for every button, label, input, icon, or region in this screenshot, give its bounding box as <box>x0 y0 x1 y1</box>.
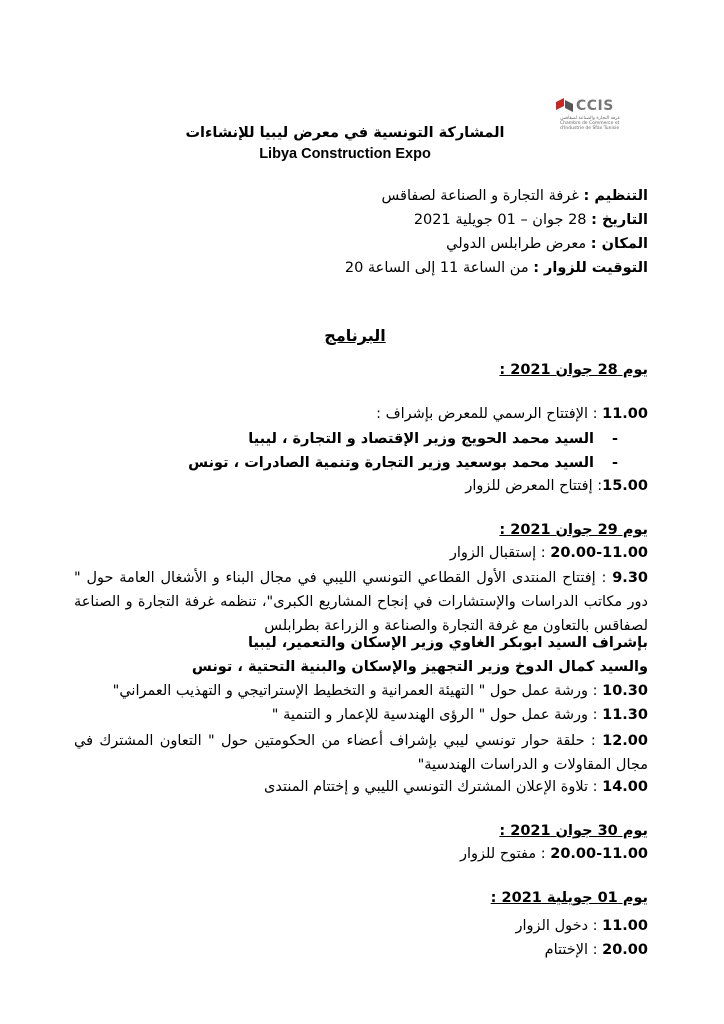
day-heading-30-june: يوم 30 جوان 2021 : <box>499 823 648 839</box>
info-date <box>414 212 648 228</box>
schedule-text: : إفتتاح المنتدى الأول القطاعي التونسي الليبي في مجال البناء و الأشغال العامة حول " دور مكاتب الدراسات والإستشارات في إنجاح المشاريع الكبرى"، تنظمه غرفة التجارة و الصناعة لصفاقس بالتعاون مع غرفة التجارة والصناعة و الزراعة بطرابلس <box>74 570 648 634</box>
schedule-item <box>460 846 648 862</box>
info-value: 28 جوان – 01 جويلية 2021 <box>413 212 592 228</box>
info-label: المكان : <box>590 236 648 252</box>
logo-subtitle-fr: Chambre de Commerce et d'Industrie de Sfax Tunisie <box>560 121 620 131</box>
schedule-text: : مفتوح للزوار <box>459 846 551 862</box>
info-location <box>446 236 648 252</box>
schedule-item <box>264 779 648 795</box>
bullet-dash: - <box>612 431 619 447</box>
schedule-text: : تلاوة الإعلان المشترك التونسي الليبي و إختتام المنتدى <box>263 779 603 795</box>
schedule-item <box>545 942 648 958</box>
schedule-time: 12.00 <box>602 733 648 749</box>
schedule-time: 20.00 <box>602 942 648 958</box>
schedule-time: 20.00-11.00 <box>550 846 648 862</box>
info-value: من الساعة 11 إلى الساعة 20 <box>344 260 534 276</box>
schedule-time: 11.00 <box>602 406 648 422</box>
info-value: معرض طرابلس الدولي <box>446 236 591 252</box>
info-hours <box>345 260 648 276</box>
schedule-time: 15.00 <box>602 478 648 494</box>
schedule-text: : حلقة حوار تونسي ليبي بإشراف أعضاء من الحكومتين حول " التعاون المشترك في مجال المقاولات و الدراسات الهندسية" <box>74 733 648 773</box>
day-heading-01-july: يوم 01 جويلية 2021 : <box>490 890 648 906</box>
schedule-item <box>272 707 648 723</box>
logo-brand: CCIS <box>576 98 614 114</box>
info-organizer <box>382 188 648 204</box>
schedule-text: : ورشة عمل حول " الرؤى الهندسية للإعمار و التنمية " <box>271 707 603 723</box>
schedule-item <box>515 918 648 934</box>
logo-subtitle-ar: غرفة التجارة والصناعة لصفاقس <box>560 116 620 121</box>
schedule-text: : دخول الزوار <box>515 918 603 934</box>
schedule-text: : إفتتاح المعرض للزوار <box>465 478 603 494</box>
info-label: التاريخ : <box>591 212 648 228</box>
ccis-logo-mark-icon <box>556 98 574 116</box>
schedule-item <box>74 729 648 777</box>
schedule-time: 14.00 <box>602 779 648 795</box>
patron-bullet: السيد محمد الحويج وزير الإقتصاد و التجارة ، ليبيا <box>248 431 594 447</box>
ccis-logo <box>556 96 628 138</box>
info-value: غرفة التجارة و الصناعة لصفاقس <box>381 188 584 204</box>
bullet-dash: - <box>612 455 619 471</box>
patron-bullet: السيد محمد بوسعيد وزير التجارة وتنمية الصادرات ، تونس <box>188 455 594 471</box>
patron-line: والسيد كمال الدوخ وزير التجهيز والإسكان والبنية التحتية ، تونس <box>191 659 648 675</box>
schedule-time: 11.00 <box>602 918 648 934</box>
info-label: التوقيت للزوار : <box>533 260 648 276</box>
document-title-en: Libya Construction Expo <box>259 146 431 162</box>
day-heading-29-june: يوم 29 جوان 2021 : <box>499 522 648 538</box>
schedule-item <box>465 478 648 494</box>
schedule-item <box>450 545 648 561</box>
info-label: التنظيم : <box>583 188 648 204</box>
day-heading-28-june: يوم 28 جوان 2021 : <box>499 362 648 378</box>
schedule-time: 20.00-11.00 <box>550 545 648 561</box>
logo-subtitle <box>560 116 620 131</box>
schedule-text: : الإختتام <box>544 942 603 958</box>
program-title: البرنامج <box>324 326 386 345</box>
schedule-time: 9.30 <box>612 570 648 586</box>
patron-line: بإشراف السيد ابوبكر الغاوي وزير الإسكان والتعمير، ليبيا <box>248 635 648 651</box>
schedule-time: 10.30 <box>602 683 648 699</box>
schedule-text: : ورشة عمل حول " التهيئة العمرانية و التخطيط الإستراتيجي و التهذيب العمراني" <box>112 683 603 699</box>
schedule-item <box>376 406 648 422</box>
schedule-time: 11.30 <box>602 707 648 723</box>
schedule-text: : إستقبال الزوار <box>449 545 551 561</box>
document-title-ar: المشاركة التونسية في معرض ليبيا للإنشاءات <box>185 125 505 141</box>
schedule-text: : الإفتتاح الرسمي للمعرض بإشراف : <box>376 406 603 422</box>
schedule-item-forum <box>74 566 648 638</box>
schedule-item <box>113 683 648 699</box>
